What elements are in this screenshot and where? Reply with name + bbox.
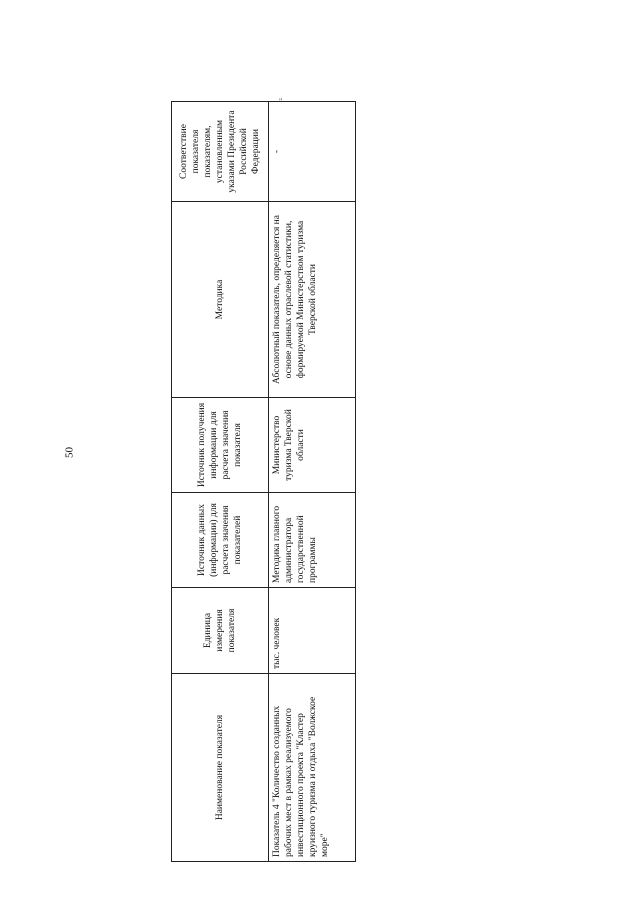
cell-method: Абсолютный показатель, определяется на основе данных отраслевой статистики, формируемой Министерством туризма Тверской области [269,202,356,398]
cell-compliance: - [269,102,356,202]
cell-data-source: Методика главного администратора государственной программы [269,493,356,588]
header-unit: Единица измерения показателя [172,588,269,674]
table-header-row [172,102,269,862]
cell-info-source: Министерство туризма Тверской области [269,398,356,493]
page-number: 50 [63,447,76,458]
header-data-source: Источник данных (информации) для расчета значения показателей [172,493,269,588]
header-compliance: Соответствие показателя показателям, установленным указами Президента Российской Федерации [172,102,269,202]
indicators-table [171,101,356,862]
cell-unit: тыс. человек [269,588,356,674]
table-row [269,102,356,862]
header-method: Методика [172,202,269,398]
header-indicator-name: Наименование показателя [172,674,269,862]
rotated-table-container [171,102,351,862]
stray-mark: " [279,97,283,106]
cell-indicator-name: Показатель 4 "Количество созданных рабочих мест в рамках реализуемого инвестиционного проекта "Кластер круизного туризма и отдыха "Волжское море" [269,674,356,862]
header-info-source: Источник получения информации для расчета значения показателя [172,398,269,493]
